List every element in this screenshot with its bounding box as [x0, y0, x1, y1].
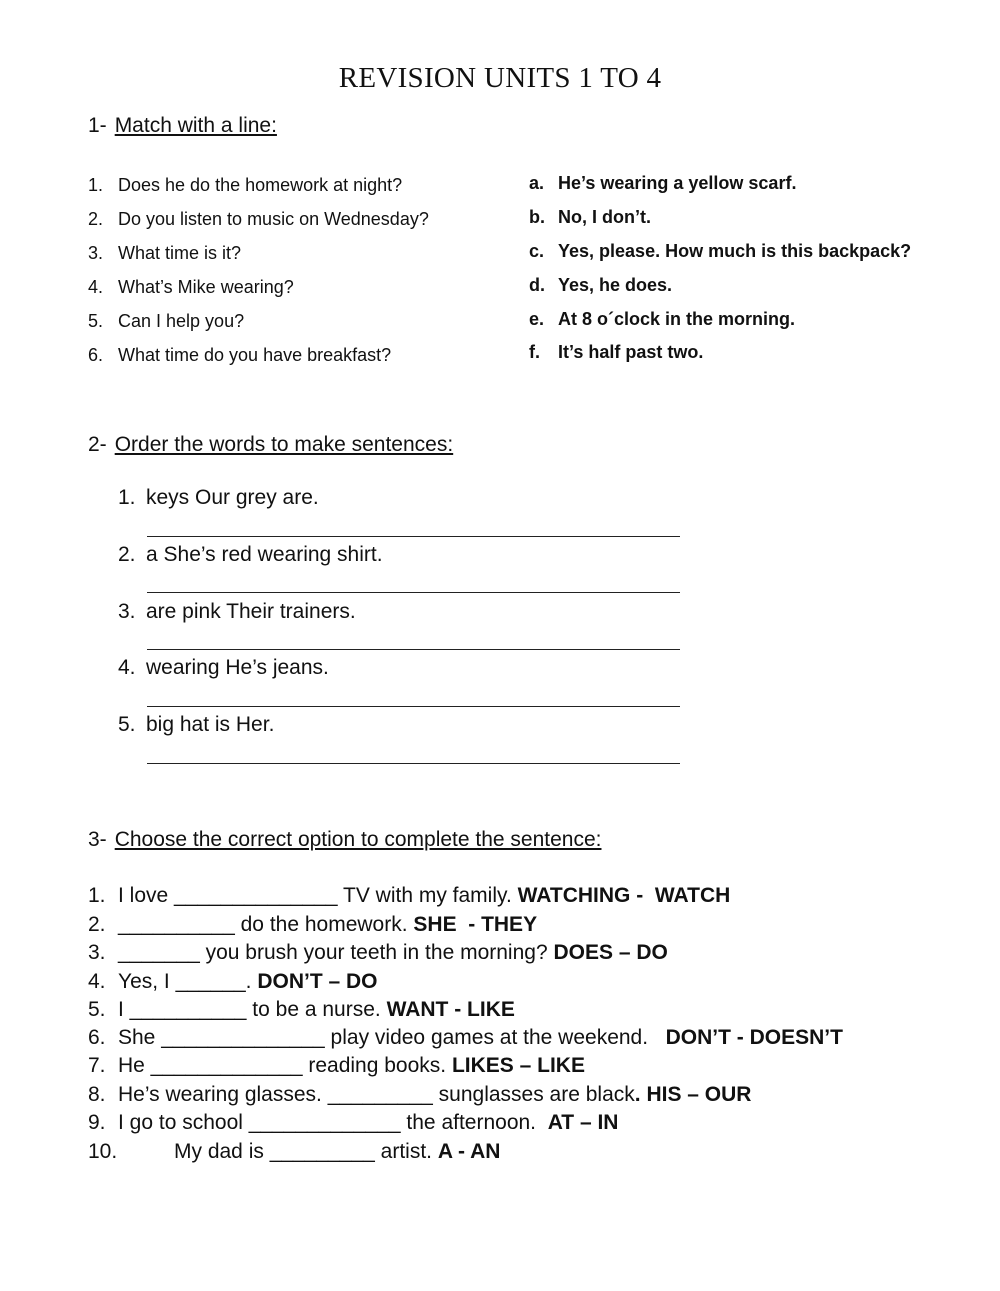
section-number: 2-: [88, 433, 107, 456]
choice-item: 10. My dad is _________ artist. A - AN: [88, 1140, 501, 1163]
question-item: 5. Can I help you?: [88, 311, 245, 331]
options: . HIS – OUR: [634, 1083, 752, 1106]
choice-item: 2. __________ do the homework. SHE - THEY: [88, 913, 538, 936]
answer-line[interactable]: [147, 649, 680, 650]
question-item: 6. What time do you have breakfast?: [88, 345, 392, 365]
answer-item: e. At 8 o´clock in the morning.: [529, 309, 796, 329]
choice-item: 5. I __________ to be a nurse. WANT - LIKE: [88, 998, 515, 1021]
options: WANT - LIKE: [386, 998, 515, 1021]
options: LIKES – LIKE: [451, 1054, 585, 1077]
section-3-heading: [88, 828, 601, 852]
answer-item: d. Yes, he does.: [529, 275, 673, 295]
answer-item: c. Yes, please. How much is this backpack?: [529, 241, 912, 261]
section-number: 1-: [88, 114, 107, 137]
choice-item: 6. She ______________ play video games at the weekend. DON’T - DOESN’T: [88, 1026, 843, 1049]
choice-item: 4. Yes, I ______. DON’T – DO: [88, 970, 378, 993]
options: WATCHING - WATCH: [517, 884, 731, 907]
options: DON’T - DOESN’T: [665, 1026, 843, 1049]
section-title: Match with a line:: [114, 114, 277, 137]
question-item: 1. Does he do the homework at night?: [88, 175, 403, 195]
answer-line[interactable]: [147, 592, 680, 593]
answer-line[interactable]: [147, 706, 680, 707]
order-item: 5. big hat is Her.: [118, 713, 275, 736]
answer-line[interactable]: [147, 763, 680, 764]
order-item: 4. wearing He’s jeans.: [118, 656, 329, 679]
question-item: 2. Do you listen to music on Wednesday?: [88, 209, 429, 229]
answer-item: a. He’s wearing a yellow scarf.: [529, 173, 797, 193]
options: SHE - THEY: [413, 913, 538, 936]
options: AT – IN: [547, 1111, 619, 1134]
order-item: 3. are pink Their trainers.: [118, 600, 356, 623]
section-title: Choose the correct option to complete the sentence:: [114, 828, 602, 851]
order-item: 2. a She’s red wearing shirt.: [118, 543, 383, 566]
answer-line[interactable]: [147, 536, 680, 537]
options: A - AN: [437, 1140, 501, 1163]
question-item: 4. What’s Mike wearing?: [88, 277, 294, 297]
options: DOES – DO: [553, 941, 668, 964]
answer-item: f. It’s half past two.: [529, 342, 704, 362]
choice-item: 3. _______ you brush your teeth in the morning? DOES – DO: [88, 941, 668, 964]
section-title: Order the words to make sentences:: [114, 433, 454, 456]
choice-item: 8. He’s wearing glasses. _________ sunglasses are black. HIS – OUR: [88, 1083, 752, 1106]
section-1-heading: [88, 114, 277, 138]
page-title: REVISION UNITS 1 TO 4: [338, 62, 662, 94]
choice-item: 7. He _____________ reading books. LIKES – LIKE: [88, 1054, 585, 1077]
choice-item: 9. I go to school _____________ the afternoon. AT – IN: [88, 1111, 619, 1134]
section-2-heading: [88, 433, 453, 457]
question-item: 3. What time is it?: [88, 243, 242, 263]
section-number: 3-: [88, 828, 107, 851]
answer-item: b. No, I don’t.: [529, 207, 651, 227]
choice-item: 1. I love ______________ TV with my family. WATCHING - WATCH: [88, 884, 731, 907]
order-item: 1. keys Our grey are.: [118, 486, 319, 509]
options: DON’T – DO: [257, 970, 378, 993]
